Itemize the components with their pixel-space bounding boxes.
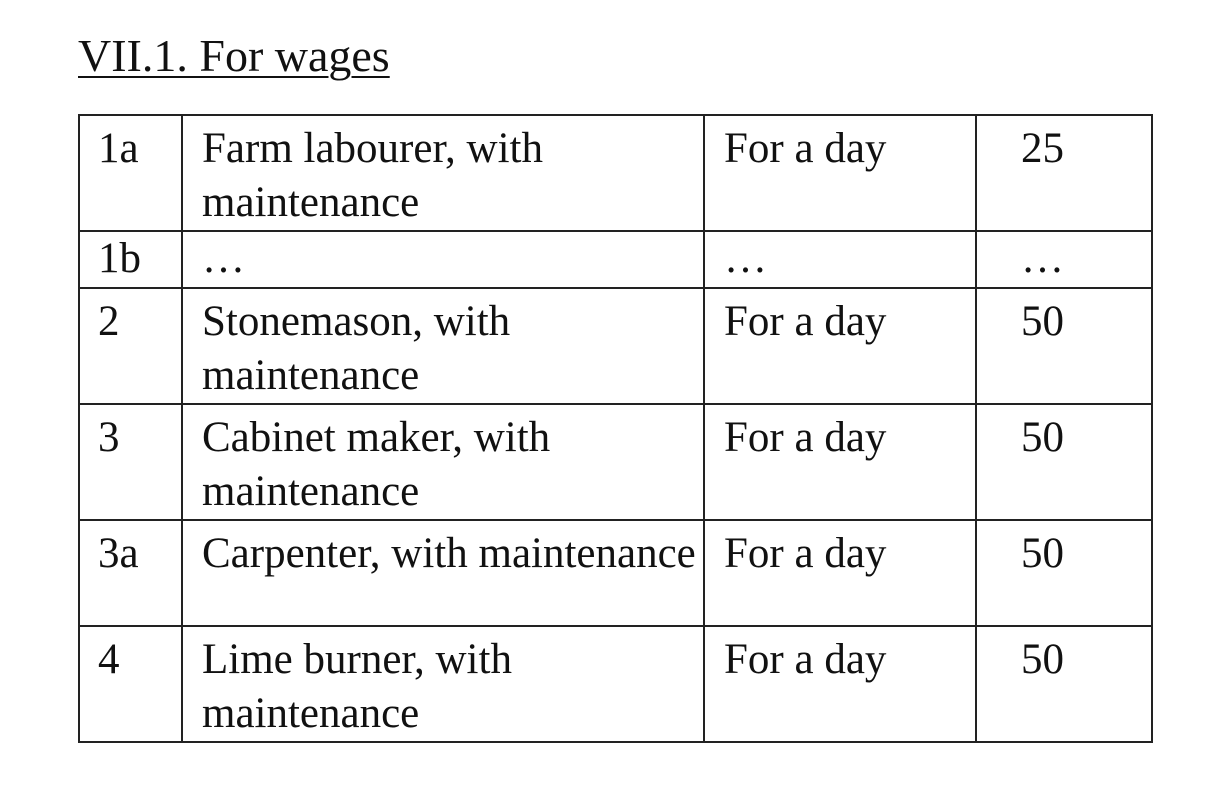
- table-row: [79, 520, 1152, 626]
- item-number: 3: [79, 404, 182, 520]
- wage-amount: 50: [976, 626, 1152, 742]
- occupation: Stonemason, with maintenance: [182, 288, 704, 404]
- time-unit: For a day: [704, 115, 976, 231]
- time-unit: For a day: [704, 626, 976, 742]
- table-row: [79, 115, 1152, 231]
- occupation: …: [182, 231, 704, 288]
- wage-amount: …: [976, 231, 1152, 288]
- wage-amount: 50: [976, 404, 1152, 520]
- occupation: Farm labourer, with maintenance: [182, 115, 704, 231]
- time-unit: For a day: [704, 404, 976, 520]
- item-number: 3a: [79, 520, 182, 626]
- wage-amount: 50: [976, 520, 1152, 626]
- section-title: VII.1. For wages: [78, 30, 390, 81]
- table-row: [79, 288, 1152, 404]
- occupation: Lime burner, with maintenance: [182, 626, 704, 742]
- time-unit: For a day: [704, 288, 976, 404]
- wage-amount: 25: [976, 115, 1152, 231]
- item-number: 1a: [79, 115, 182, 231]
- table-row: [79, 626, 1152, 742]
- wages-table: [78, 114, 1153, 743]
- occupation: Cabinet maker, with maintenance: [182, 404, 704, 520]
- table-row: [79, 231, 1152, 288]
- table-row: [79, 404, 1152, 520]
- wage-amount: 50: [976, 288, 1152, 404]
- occupation: Carpenter, with maintenance: [182, 520, 704, 626]
- item-number: 1b: [79, 231, 182, 288]
- time-unit: For a day: [704, 520, 976, 626]
- item-number: 2: [79, 288, 182, 404]
- time-unit: …: [704, 231, 976, 288]
- item-number: 4: [79, 626, 182, 742]
